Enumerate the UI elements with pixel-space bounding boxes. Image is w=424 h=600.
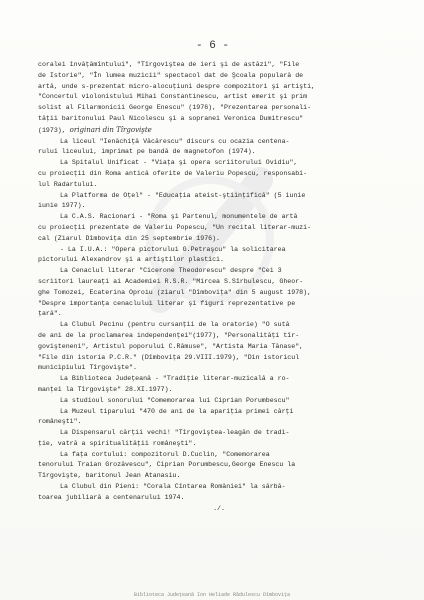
- line-text: ţie, vatră a spiritualităţii româneşti".: [38, 439, 197, 447]
- text-line: [38, 158, 400, 169]
- text-line: [38, 374, 400, 385]
- text-line: [38, 320, 400, 331]
- line-text: "Concertul violonistului Mihai Constantinescu, artist emerit şi prim: [38, 93, 308, 101]
- text-line: [38, 331, 400, 342]
- line-text: "File din istoria P.C.R." (Dîmboviţa 29.VIII.1979), "Din istoricul: [38, 353, 300, 361]
- line-text: tenorului Traian Grozăvescu", Ciprian Porumbescu,George Enescu la: [38, 461, 296, 469]
- text-line: [38, 125, 400, 137]
- text-line: [38, 493, 400, 504]
- line-text: La Platforma de Oţel" - "Educaţia ateist-ştiinţifică" (5 iunie: [60, 191, 306, 199]
- text-line: [38, 450, 400, 461]
- line-text: lul Radartului.: [38, 180, 98, 188]
- text-line: [38, 396, 400, 407]
- line-text: La faţa cortului: compozitorul D.Cuclin, "Comemorarea: [60, 450, 270, 458]
- text-line: [38, 407, 400, 418]
- line-text: cu proiecţii din Roma antică oferite de Valeriu Popescu, responsabi-: [38, 169, 308, 177]
- text-line: [38, 460, 400, 471]
- line-text: de Istorie", "În lumea muzicii" spectacol dat de Şcoala populară de: [38, 71, 304, 79]
- line-text: toarea jubiliară a centenarului 1974.: [38, 493, 185, 501]
- text-line: [38, 201, 400, 212]
- line-text: "Despre importanţa cenaclului literar şi figuri reprezentative pe: [38, 299, 296, 307]
- line-text: scriitori laureaţi ai Academiei R.S.R. "Mircea S.Sîrbulescu, Gheor-: [38, 277, 304, 285]
- text-line: [38, 147, 400, 158]
- line-text: govişteneni", Artistul poporului C.Rămuse", "Artista Maria Tănase",: [38, 342, 304, 350]
- line-text: La liceul "Ienăchiţă Văcărescu" discurs cu ocazia centena-: [60, 137, 290, 145]
- text-line: [38, 309, 400, 320]
- text-line: [38, 385, 400, 396]
- text-line: [38, 277, 400, 288]
- text-line: [38, 288, 400, 299]
- line-text: solist al Filarmonicii George Enescu" (1976), "Prezentarea personali-: [38, 104, 312, 112]
- line-text: La Biblioteca Judeţeană - "Tradiţie literar-muzicală a ro-: [60, 375, 290, 383]
- line-text: coralei învăţămîntului", "Tîrgoviştea de ieri şi de astăzi", "File: [38, 61, 300, 68]
- footer-line: Biblioteca Judeţeană Ion Heliade Rădulescu Dîmboviţa: [133, 592, 291, 598]
- text-line: [38, 363, 400, 374]
- line-text: La Clubul din Pieni: "Corala Cîntarea Romăniei" la sărbă-: [60, 483, 286, 491]
- text-line: [38, 191, 400, 202]
- line-text: La Clubul Pecinu (pentru cursanţii de la oratorie) "O sută: [60, 321, 290, 329]
- document-body: [38, 60, 400, 514]
- text-line: [38, 255, 400, 266]
- text-line: [38, 245, 400, 256]
- line-text: iunie 1977).: [38, 202, 86, 210]
- text-line: [38, 180, 400, 191]
- page-number: - 6 -: [196, 40, 230, 52]
- line-text: româneşti".: [38, 418, 82, 426]
- line-text: La C.A.S. Racionari - "Roma şi Partenul, monumentele de artă: [60, 213, 298, 221]
- line-text: artă, unde s-prezentat micro-alocuţiuni despre compozitori şi artişti,: [38, 82, 315, 90]
- line-text: Tîrgovişte, baritonul Jean Atanasiu.: [38, 472, 181, 480]
- scan-footer: [0, 592, 424, 598]
- text-line: [38, 137, 400, 148]
- text-line: [38, 439, 400, 450]
- line-text: municipiului Tîrgovişte".: [38, 364, 137, 372]
- line-text: rului liceului, imprimat pe bandă de magnetofon (1974).: [38, 148, 256, 156]
- text-line: [38, 342, 400, 353]
- text-line: [38, 71, 400, 82]
- line-text: La studioul sonorului "Comemorarea lui Ciprian Porumbescu": [60, 396, 290, 404]
- end-mark: ./.: [213, 504, 225, 512]
- text-line: [38, 103, 400, 114]
- line-text: - La I.U.A.: "Opera pictorului G.Petraşcu" la solicitarea: [60, 245, 286, 253]
- line-text: pictorului Alexandrov şi a artiştilor plastici.: [38, 256, 224, 264]
- handwritten-annotation: originari din Tîrgovişte: [69, 125, 152, 134]
- line-text: La Cenaclul literar "Cicerone Theodorescu" despre "Cei 3: [60, 267, 282, 275]
- line-text: de ani de la proclamarea independenţei"(1977), "Personalităţi tîr-: [38, 331, 300, 339]
- text-line: [38, 82, 400, 93]
- line-text: tăţii baritonului Paul Nicolescu şi a sopranei Veronica Dumitrescu": [38, 114, 304, 122]
- text-line: [38, 169, 400, 180]
- line-text: cu proiecţii prezentate de Valeriu Popescu, "Un recital literar-muzi-: [38, 223, 312, 231]
- text-line: [38, 223, 400, 234]
- text-line: [38, 482, 400, 493]
- text-line: [38, 92, 400, 103]
- line-text: La Muzeul tiparului "470 de ani de la apariţia primei cărţi: [60, 407, 294, 415]
- text-line: [38, 60, 400, 71]
- text-line: [38, 266, 400, 277]
- text-line: [38, 471, 400, 482]
- line-text: La Dispensarul cărţii vechi! "Tîrgoviştea-leagăn de tradi-: [60, 429, 290, 437]
- line-text: La Spitalul Unificat - "Viaţa şi opera scriitorului Ovidiu",: [60, 159, 298, 167]
- text-line: [38, 428, 400, 439]
- text-line: [38, 417, 400, 428]
- line-text: ţară".: [38, 310, 62, 318]
- text-line: [38, 353, 400, 364]
- line-text: ghe Tomozei, Ecaterina Oproiu (ziarul "Dîmboviţa" din 5 august 1978),: [38, 288, 312, 296]
- line-text: cal (Ziarul Dîmboviţa din 25 septembrie 1976).: [38, 234, 221, 242]
- text-line: [38, 299, 400, 310]
- text-line: [38, 234, 400, 245]
- text-line: [38, 114, 400, 125]
- line-text: manţei la Tîrgovişte" 28.XI.1977).: [38, 385, 173, 393]
- line-text: (1973),: [38, 126, 66, 134]
- text-line: [38, 212, 400, 223]
